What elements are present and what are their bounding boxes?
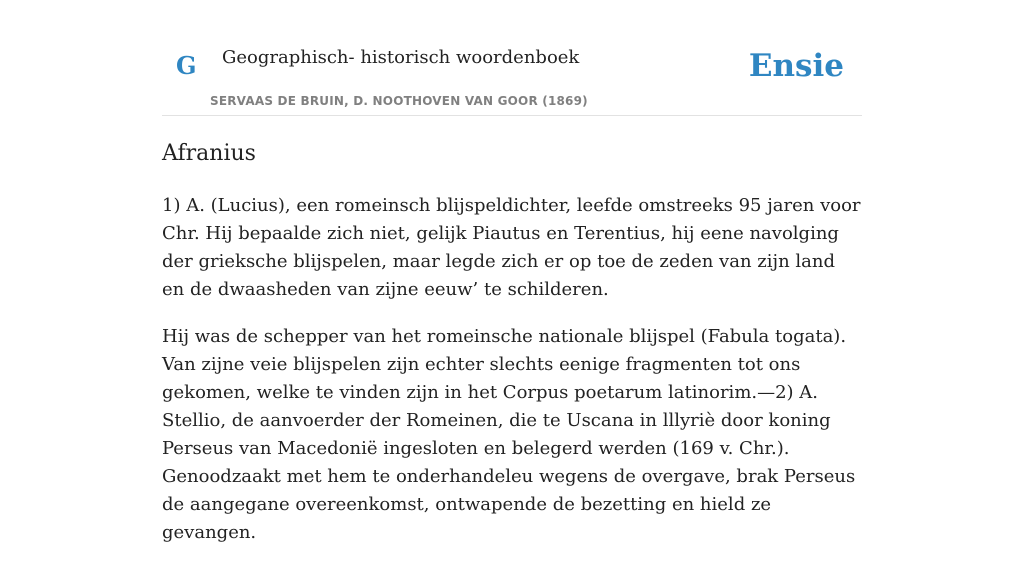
- ensie-logo-link[interactable]: Ensie: [748, 48, 844, 84]
- entry-paragraph: 1) A. (Lucius), een romeinsch blijspeldichter, leefde omstreeks 95 jaren voor Chr. Hij bepaalde zich niet, gelijk Piautus en Terentius, hij eene navolging der grieksche blijspelen, maar legde zich er op toe de zeden van zijn land en de dwaasheden van zijne eeuw’ te schilderen.: [162, 195, 861, 300]
- source-letter-badge: G: [176, 51, 197, 80]
- entry-paragraph: Hij was de schepper van het romeinsche nationale blijspel (Fabula togata). Van zijne veie blijspelen zijn echter slechts eenige fragmenten tot ons gekomen, welke te vinden zijn in het Corpus poetarum latinorim.—2) A. Stellio, de aanvoerder der Romeinen, die te Uscana in lllyriè door koning Perseus van Macedonië ingesloten en belegerd werden (169 v. Chr.). Genoodzaakt met hem te onderhandeleu wegens de overgave, brak Perseus de aangegane overeenkomst, ontwapende de bezetting en hield ze gevangen.: [162, 326, 856, 543]
- source-author: SERVAAS DE BRUIN, D. NOOTHOVEN VAN GOOR (1869): [210, 94, 588, 108]
- source-header: [162, 0, 862, 116]
- entry-headword: Afranius: [162, 141, 256, 166]
- entry-body: [162, 192, 862, 566]
- source-title-link[interactable]: Geographisch- historisch woordenboek: [222, 47, 580, 68]
